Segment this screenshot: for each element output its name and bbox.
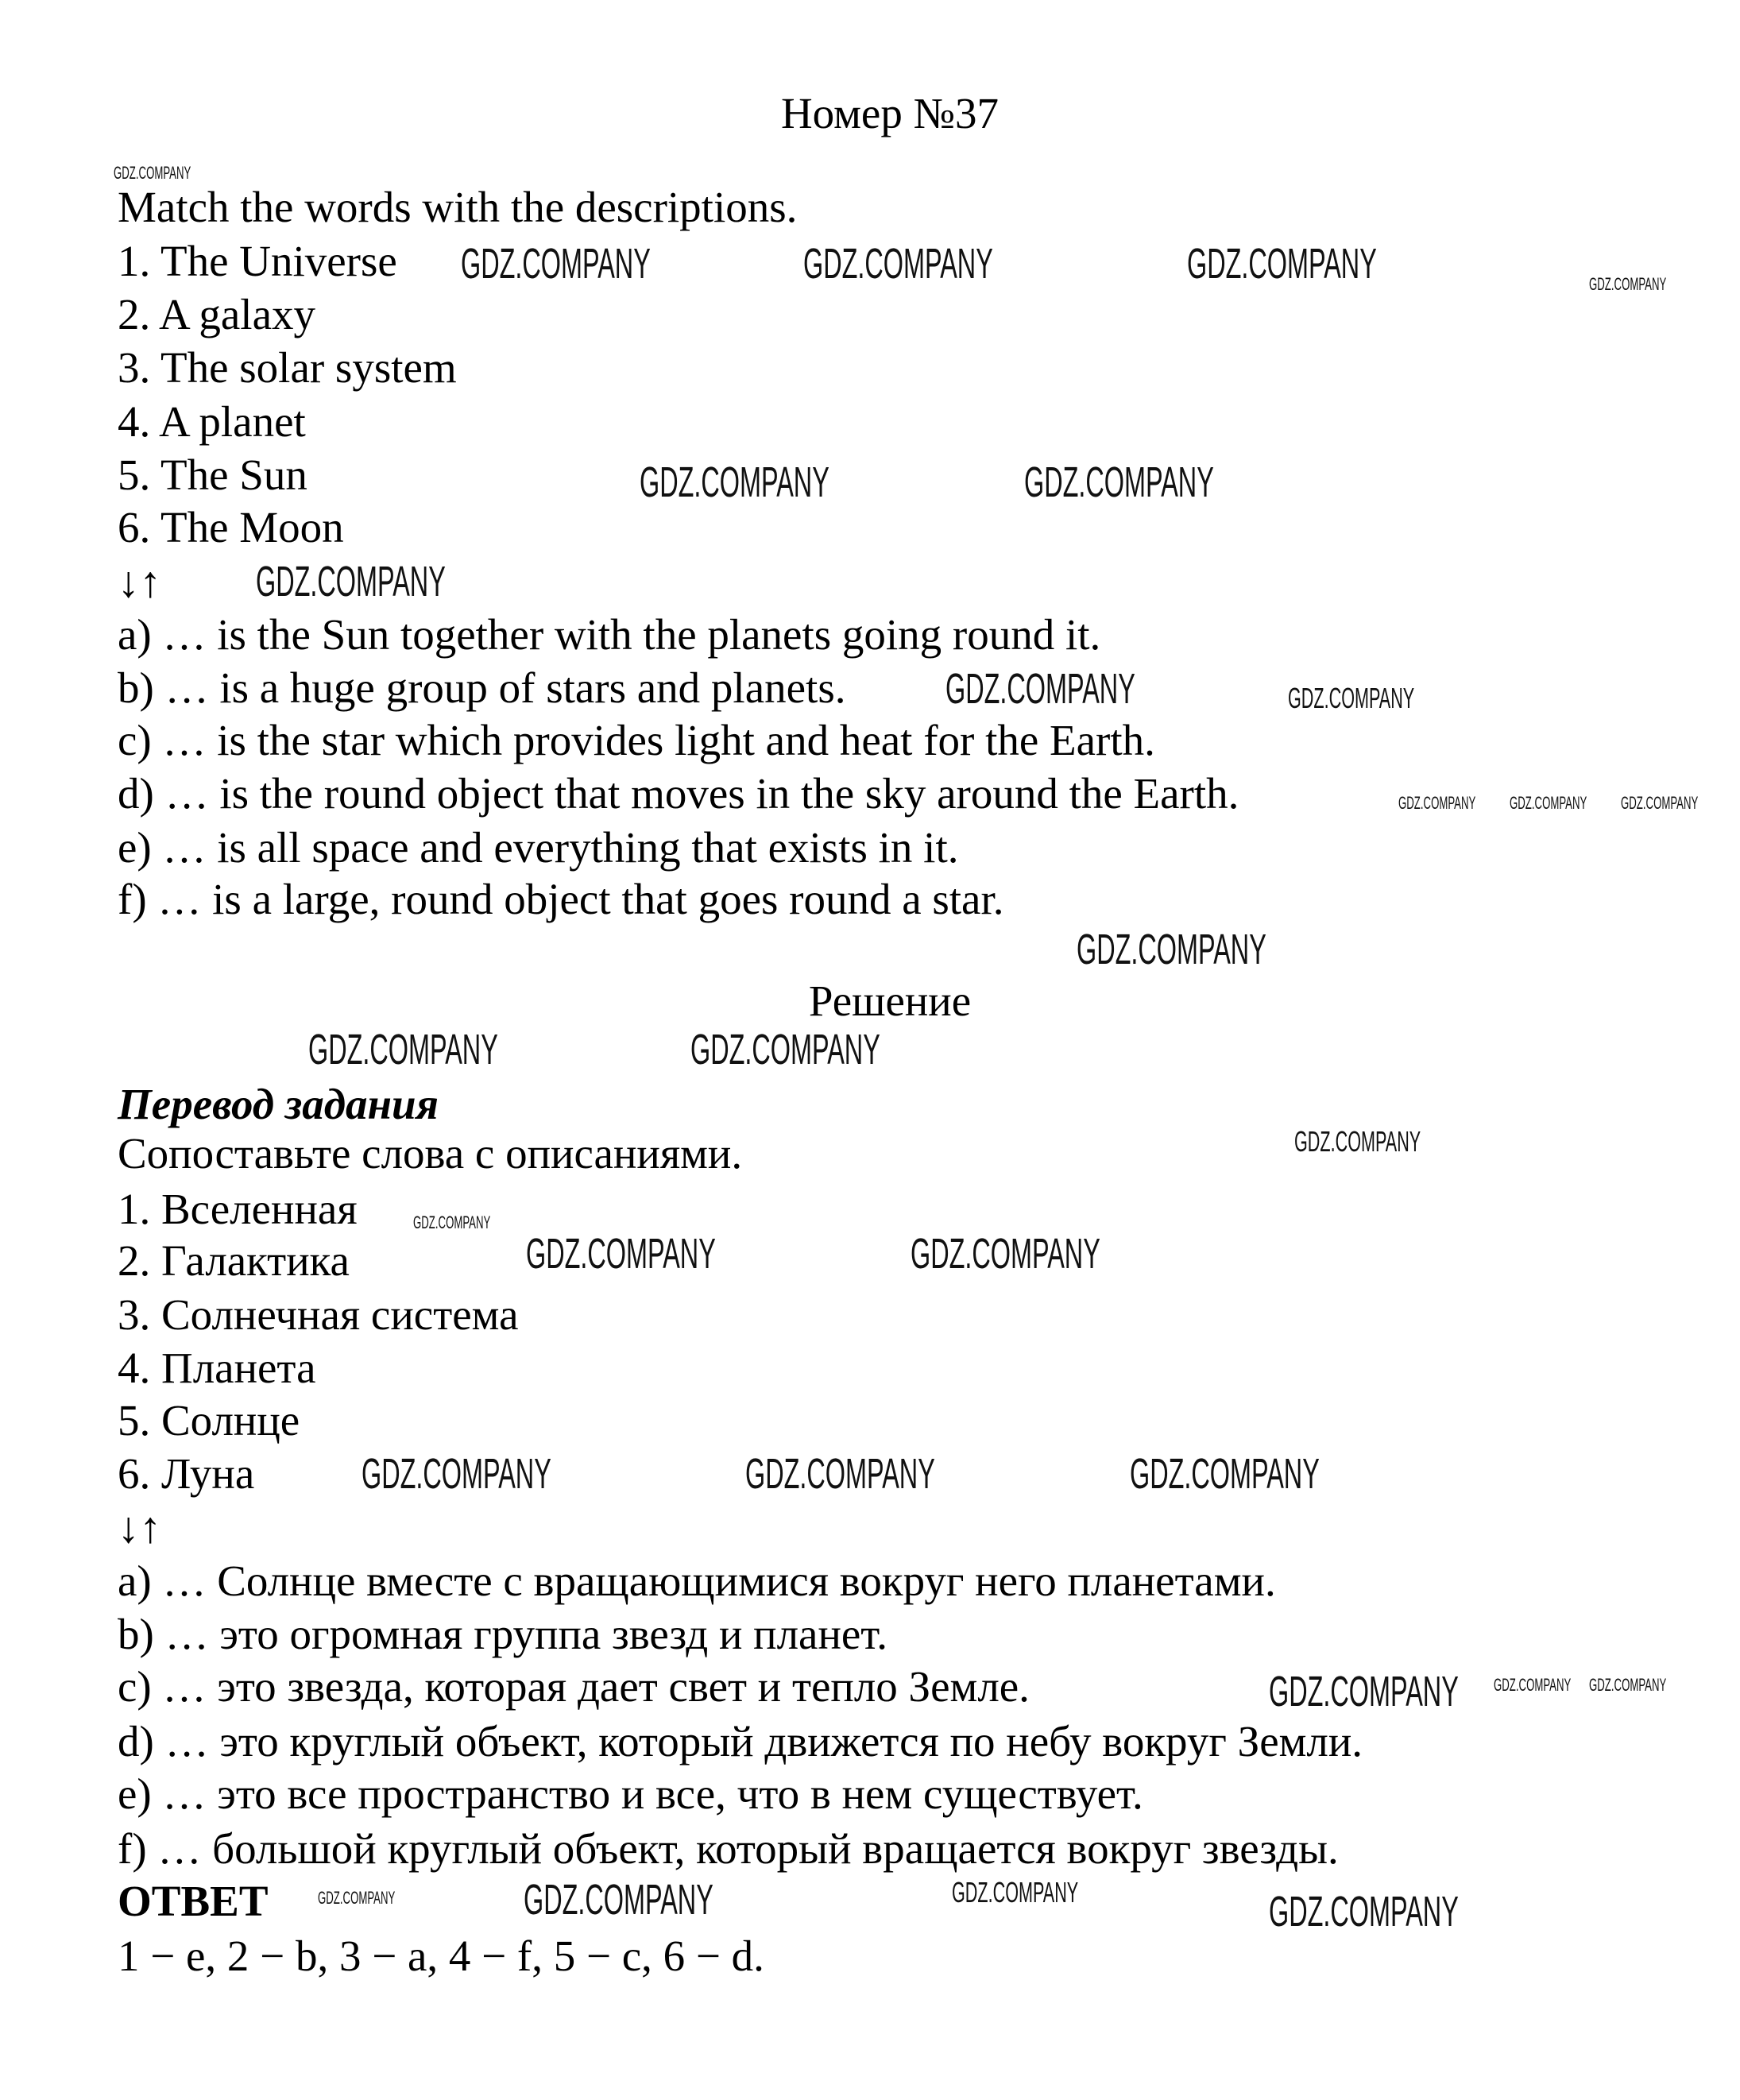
watermark: GDZ.COMPANY <box>803 240 993 288</box>
watermark: GDZ.COMPANY <box>362 1450 551 1498</box>
answer-text: 1 − e, 2 − b, 3 − a, 4 − f, 5 − c, 6 − d. <box>118 1932 764 1980</box>
watermark: GDZ.COMPANY <box>256 558 446 605</box>
watermark: GDZ.COMPANY <box>1494 1675 1572 1695</box>
watermark: GDZ.COMPANY <box>461 240 651 288</box>
watermark: GDZ.COMPANY <box>318 1888 396 1908</box>
translation-word: 4. Планета <box>118 1344 316 1392</box>
task-word: 5. The Sun <box>118 451 307 499</box>
task-word: 1. The Universe <box>118 237 397 285</box>
arrows: ↓↑ <box>118 558 161 606</box>
translation-instruction: Сопоставьте слова с описаниями. <box>118 1129 743 1178</box>
watermark: GDZ.COMPANY <box>526 1230 716 1278</box>
task-description: a) … is the Sun together with the planets going round it. <box>118 610 1101 659</box>
translation-description: b) … это огромная группа звезд и планет. <box>118 1610 887 1658</box>
task-description: b) … is a huge group of stars and planets. <box>118 663 846 712</box>
translation-word: 2. Галактика <box>118 1236 350 1285</box>
watermark: GDZ.COMPANY <box>1398 793 1476 813</box>
translation-word: 5. Солнце <box>118 1396 300 1444</box>
task-description: e) … is all space and everything that exists in it. <box>118 823 959 872</box>
translation-heading: Перевод задания <box>118 1080 439 1128</box>
watermark: GDZ.COMPANY <box>413 1212 491 1232</box>
translation-description: f) … большой круглый объект, который вращается вокруг звезды. <box>118 1824 1339 1873</box>
watermark: GDZ.COMPANY <box>952 1876 1079 1909</box>
watermark: GDZ.COMPANY <box>1269 1888 1459 1936</box>
watermark: GDZ.COMPANY <box>1589 1675 1667 1695</box>
task-description: d) … is the round object that moves in the sky around the Earth. <box>118 769 1239 818</box>
solution-heading: Решение <box>808 977 972 1025</box>
watermark: GDZ.COMPANY <box>524 1876 713 1924</box>
watermark: GDZ.COMPANY <box>1288 682 1415 714</box>
watermark: GDZ.COMPANY <box>114 163 191 183</box>
watermark: GDZ.COMPANY <box>690 1026 880 1073</box>
arrows: ↓↑ <box>118 1503 161 1552</box>
translation-description: a) … Солнце вместе с вращающимися вокруг него планетами. <box>118 1557 1276 1605</box>
watermark: GDZ.COMPANY <box>1187 240 1377 288</box>
watermark: GDZ.COMPANY <box>945 665 1135 713</box>
watermark: GDZ.COMPANY <box>745 1450 935 1498</box>
watermark: GDZ.COMPANY <box>1294 1125 1421 1158</box>
watermark: GDZ.COMPANY <box>1024 458 1214 506</box>
watermark: GDZ.COMPANY <box>1510 793 1587 813</box>
translation-word: 1. Вселенная <box>118 1185 358 1233</box>
watermark: GDZ.COMPANY <box>640 458 829 506</box>
translation-word: 3. Солнечная система <box>118 1290 519 1339</box>
translation-description: c) … это звезда, которая дает свет и тепло Земле. <box>118 1662 1030 1711</box>
watermark: GDZ.COMPANY <box>308 1026 498 1073</box>
task-word: 2. A galaxy <box>118 290 316 338</box>
watermark: GDZ.COMPANY <box>1589 274 1667 294</box>
translation-word: 6. Луна <box>118 1449 255 1498</box>
task-instruction: Match the words with the descriptions. <box>118 183 798 231</box>
watermark: GDZ.COMPANY <box>911 1230 1100 1278</box>
translation-description: d) … это круглый объект, который движется по небу вокруг Земли. <box>118 1717 1363 1765</box>
watermark: GDZ.COMPANY <box>1130 1450 1320 1498</box>
task-word: 6. The Moon <box>118 503 344 551</box>
watermark: GDZ.COMPANY <box>1077 926 1266 973</box>
task-word: 4. A planet <box>118 397 306 446</box>
task-word: 3. The solar system <box>118 343 457 392</box>
answer-heading: ОТВЕТ <box>118 1877 269 1925</box>
watermark: GDZ.COMPANY <box>1269 1668 1459 1715</box>
task-description: c) … is the star which provides light and heat for the Earth. <box>118 716 1155 764</box>
watermark: GDZ.COMPANY <box>1621 793 1699 813</box>
page-title: Номер №37 <box>780 89 1000 137</box>
task-description: f) … is a large, round object that goes round a star. <box>118 875 1004 923</box>
translation-description: e) … это все пространство и все, что в нем существует. <box>118 1769 1143 1818</box>
